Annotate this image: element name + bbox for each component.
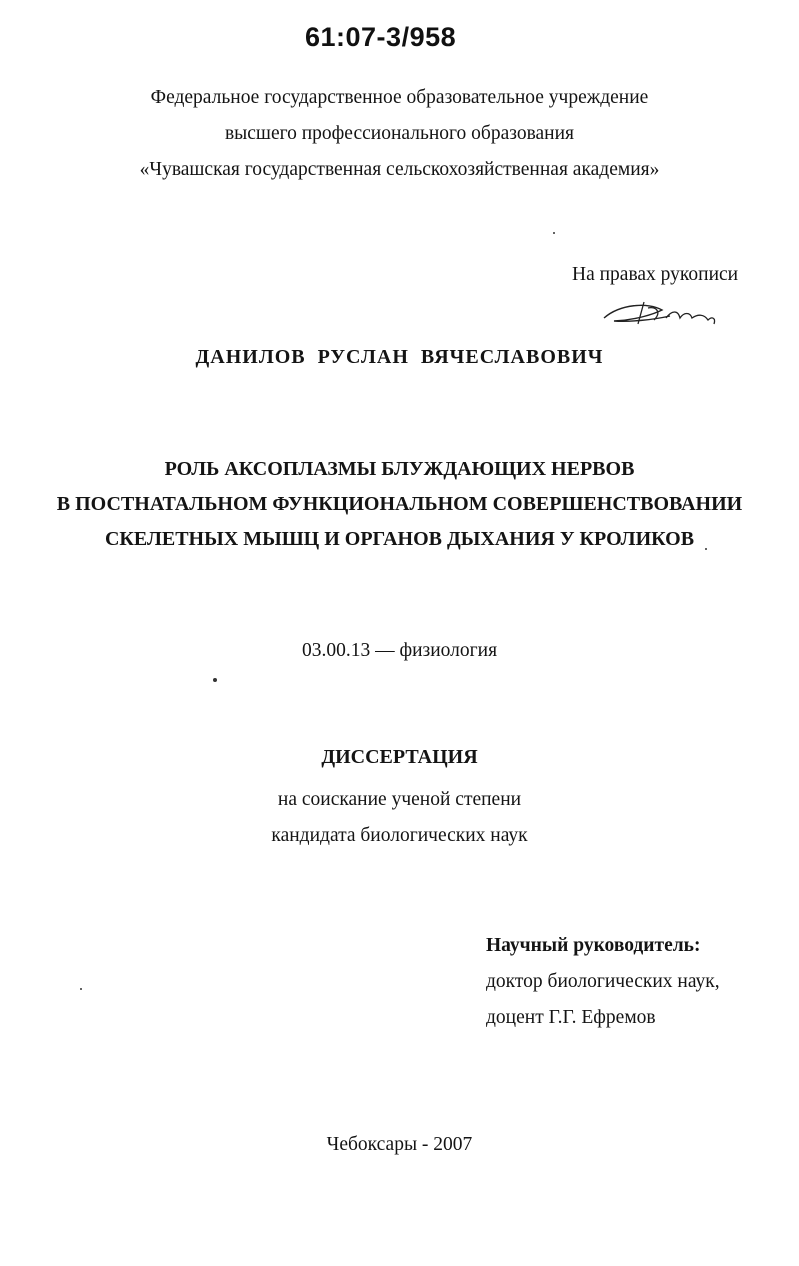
institution-line: «Чувашская государственная сельскохозяйственная академия» <box>139 159 660 180</box>
degree-line: на соискание ученой степени <box>277 789 522 810</box>
handwritten-signature-icon <box>600 296 720 330</box>
scan-speck <box>213 678 217 682</box>
supervisor-line: доктор биологических наук, <box>486 971 720 992</box>
document-type: ДИССЕРТАЦИЯ <box>321 746 478 768</box>
institution-line: высшего профессионального образования <box>224 123 575 144</box>
scan-speck <box>705 548 707 550</box>
supervisor-line: доцент Г.Г. Ефремов <box>486 1007 656 1028</box>
archive-code: 61:07-3/958 <box>305 22 457 52</box>
city-year: Чебоксары - 2007 <box>326 1134 473 1155</box>
institution-line: Федеральное государственное образовательное учреждение <box>150 87 649 108</box>
degree-line: кандидата биологических наук <box>271 825 528 846</box>
specialty-code: 03.00.13 — физиология <box>301 640 498 661</box>
supervisor-block <box>486 928 720 1036</box>
institution-block <box>0 80 799 188</box>
rights-note: На правах рукописи <box>572 264 739 285</box>
scan-speck <box>80 988 82 990</box>
title-line: СКЕЛЕТНЫХ МЫШЦ И ОРГАНОВ ДЫХАНИЯ У КРОЛИКОВ <box>104 528 695 550</box>
title-line: РОЛЬ АКСОПЛАЗМЫ БЛУЖДАЮЩИХ НЕРВОВ <box>164 458 635 480</box>
supervisor-heading: Научный руководитель: <box>486 935 701 956</box>
scan-speck <box>553 232 555 234</box>
degree-block <box>0 782 799 854</box>
author-name: ДАНИЛОВ РУСЛАН ВЯЧЕСЛАВОВИЧ <box>195 346 604 368</box>
title-line: В ПОСТНАТАЛЬНОМ ФУНКЦИОНАЛЬНОМ СОВЕРШЕНСТВОВАНИИ <box>56 493 743 515</box>
dissertation-title <box>0 452 799 557</box>
